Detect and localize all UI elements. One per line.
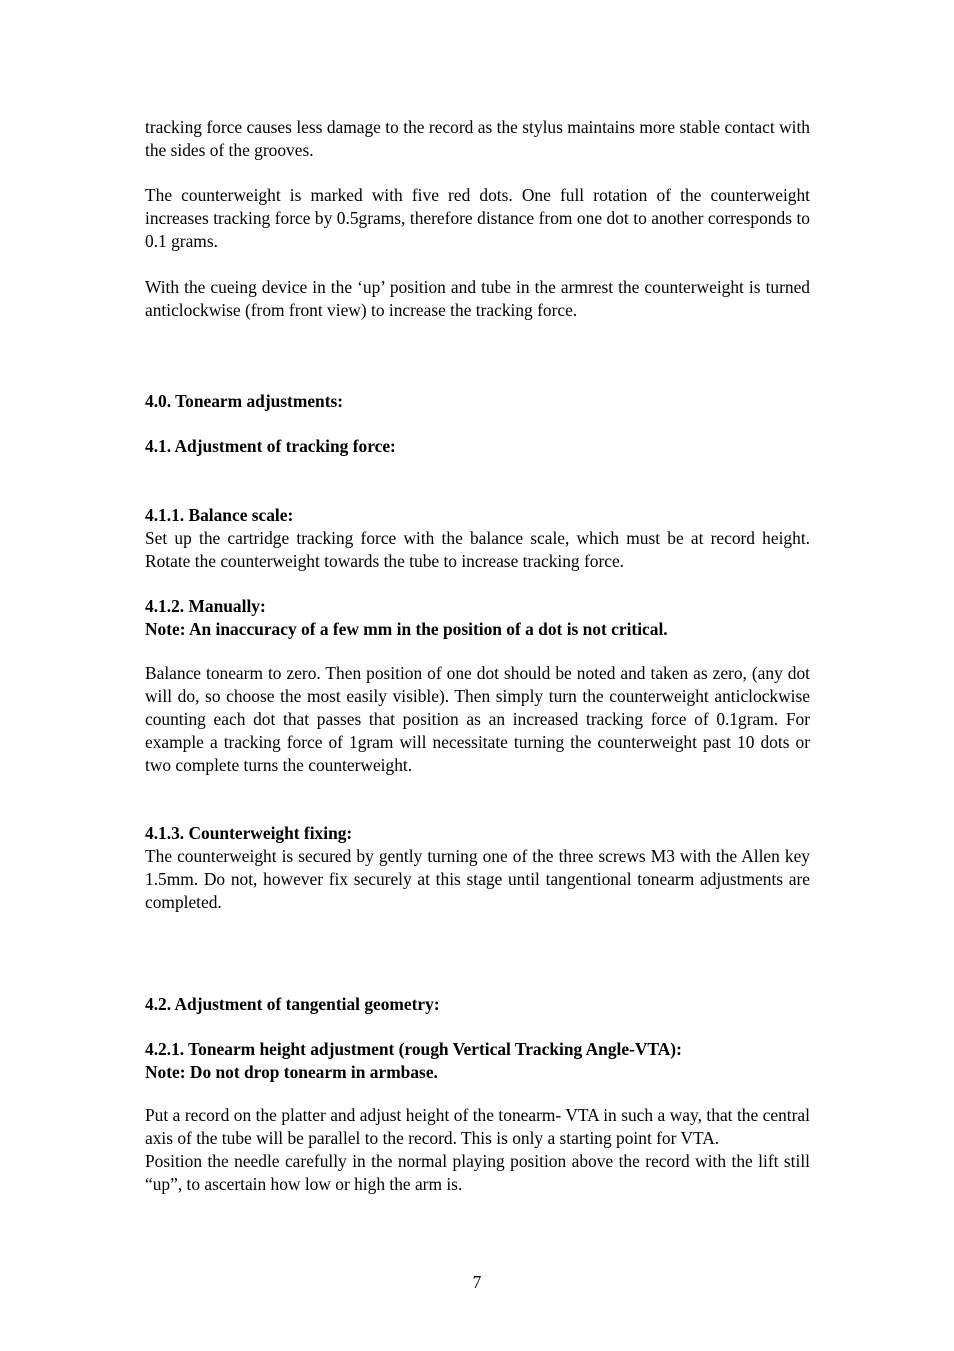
paragraph-balance-tonearm-zero: Balance tonearm to zero. Then position of one dot should be noted and taken as zero, (any dot will do, so choose the most easily visible). Then simply turn the counterweight anticlockwise counting each dot that passes that position as an increased tracking force of 0.1gram. For example a tracking force of 1gram will necessitate turning the counterweight past 10 dots or two complete turns the counterweight. (145, 663, 810, 775)
section-manually (145, 595, 810, 641)
section-tonearm-height (145, 1038, 810, 1084)
paragraph-balance-scale: Set up the cartridge tracking force with the balance scale, which must be at record height. Rotate the counterweight towards the tube to increase tracking force. (145, 528, 810, 571)
paragraph-position-needle: Position the needle carefully in the normal playing position above the record with the lift still “up”, to ascertain how low or high the arm is. (145, 1151, 810, 1194)
section-vta-instructions (145, 1104, 810, 1196)
heading-tonearm-adjustments: 4.0. Tonearm adjustments: (145, 391, 344, 411)
paragraph-cueing-device: With the cueing device in the ‘up’ position and tube in the armrest the counterweight is turned anticlockwise (from front view) to increase the tracking force. (145, 277, 810, 320)
note-dot-inaccuracy: Note: An inaccuracy of a few mm in the position of a dot is not critical. (145, 619, 668, 639)
paragraph-counterweight-fixing: The counterweight is secured by gently turning one of the three screws M3 with the Allen key 1.5mm. Do not, however fix securely at this stage until tangentional tonearm adjustments are completed. (145, 846, 810, 912)
paragraph-tracking-force-damage: tracking force causes less damage to the record as the stylus maintains more stable contact with the sides of the grooves. (145, 117, 810, 160)
section-balance-scale (145, 504, 810, 573)
note-do-not-drop-tonearm: Note: Do not drop tonearm in armbase. (145, 1062, 438, 1082)
heading-adjustment-tracking-force: 4.1. Adjustment of tracking force: (145, 436, 396, 456)
paragraph-counterweight-dots: The counterweight is marked with five red dots. One full rotation of the counterweight increases tracking force by 0.5grams, therefore distance from one dot to another corresponds to 0.1 grams. (145, 185, 810, 251)
heading-tonearm-height: 4.2.1. Tonearm height adjustment (rough Vertical Tracking Angle-VTA): (145, 1039, 682, 1059)
heading-counterweight-fixing: 4.1.3. Counterweight fixing: (145, 823, 353, 843)
paragraph-record-platter-vta: Put a record on the platter and adjust height of the tonearm- VTA in such a way, that the central axis of the tube will be parallel to the record. This is only a starting point for VTA. (145, 1105, 810, 1148)
page-number: 7 (472, 1272, 482, 1292)
heading-tangential-geometry: 4.2. Adjustment of tangential geometry: (145, 994, 440, 1014)
heading-balance-scale: 4.1.1. Balance scale: (145, 505, 294, 525)
section-counterweight-fixing (145, 822, 810, 914)
heading-manually: 4.1.2. Manually: (145, 596, 266, 616)
